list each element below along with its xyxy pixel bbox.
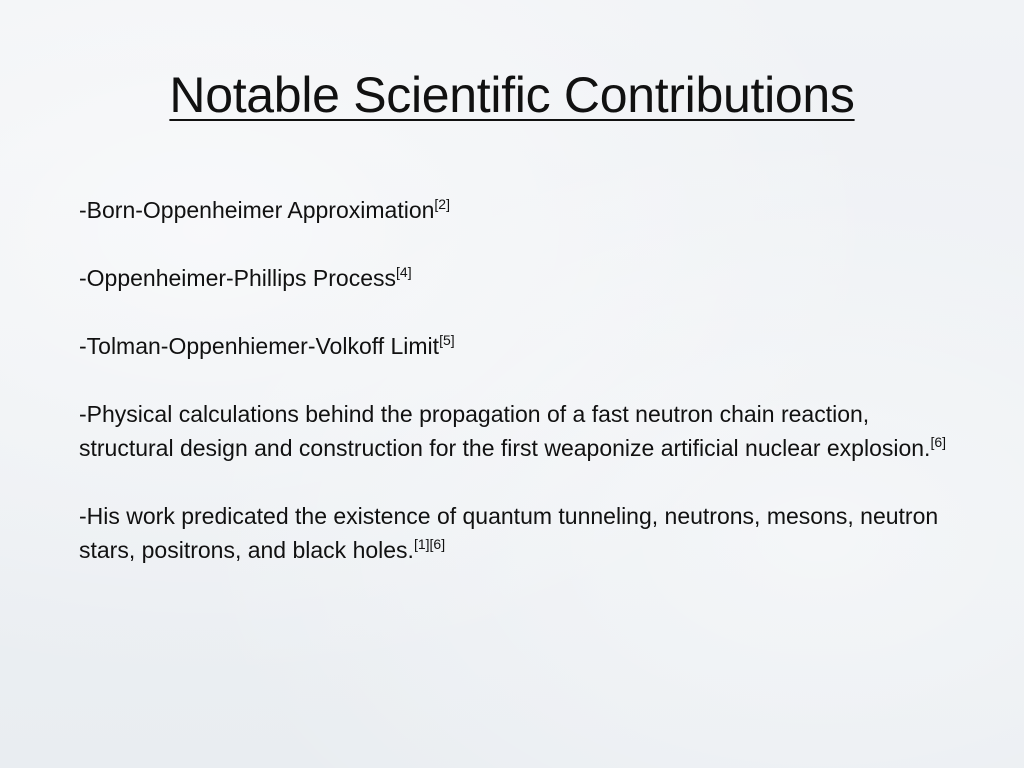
list-item-predictions <box>79 499 959 567</box>
contributions-list <box>79 193 959 567</box>
list-item-text: -Physical calculations behind the propagation of a fast neutron chain reaction, structural design and construction for the first weaponize artificial nuclear explosion. <box>79 401 931 461</box>
list-item-text: -His work predicated the existence of quantum tunneling, neutrons, mesons, neutron stars, positrons, and black holes. <box>79 503 939 563</box>
list-item-born-oppenheimer <box>79 193 959 227</box>
list-item-text: -Tolman-Oppenhiemer-Volkoff Limit <box>79 333 440 359</box>
list-item-neutron-chain-reaction <box>79 397 959 465</box>
citation-ref: [1][6] <box>413 536 446 552</box>
list-item-text: -Born-Oppenheimer Approximation <box>79 197 435 223</box>
slide-title: Notable Scientific Contributions <box>169 67 855 123</box>
citation-ref: [2] <box>434 196 450 212</box>
list-item-oppenheimer-phillips <box>79 261 959 295</box>
citation-ref: [4] <box>396 264 412 280</box>
list-item-text: -Oppenheimer-Phillips Process <box>79 265 397 291</box>
citation-ref: [5] <box>439 332 455 348</box>
list-item-tov-limit <box>79 329 959 363</box>
citation-ref: [6] <box>930 434 947 450</box>
